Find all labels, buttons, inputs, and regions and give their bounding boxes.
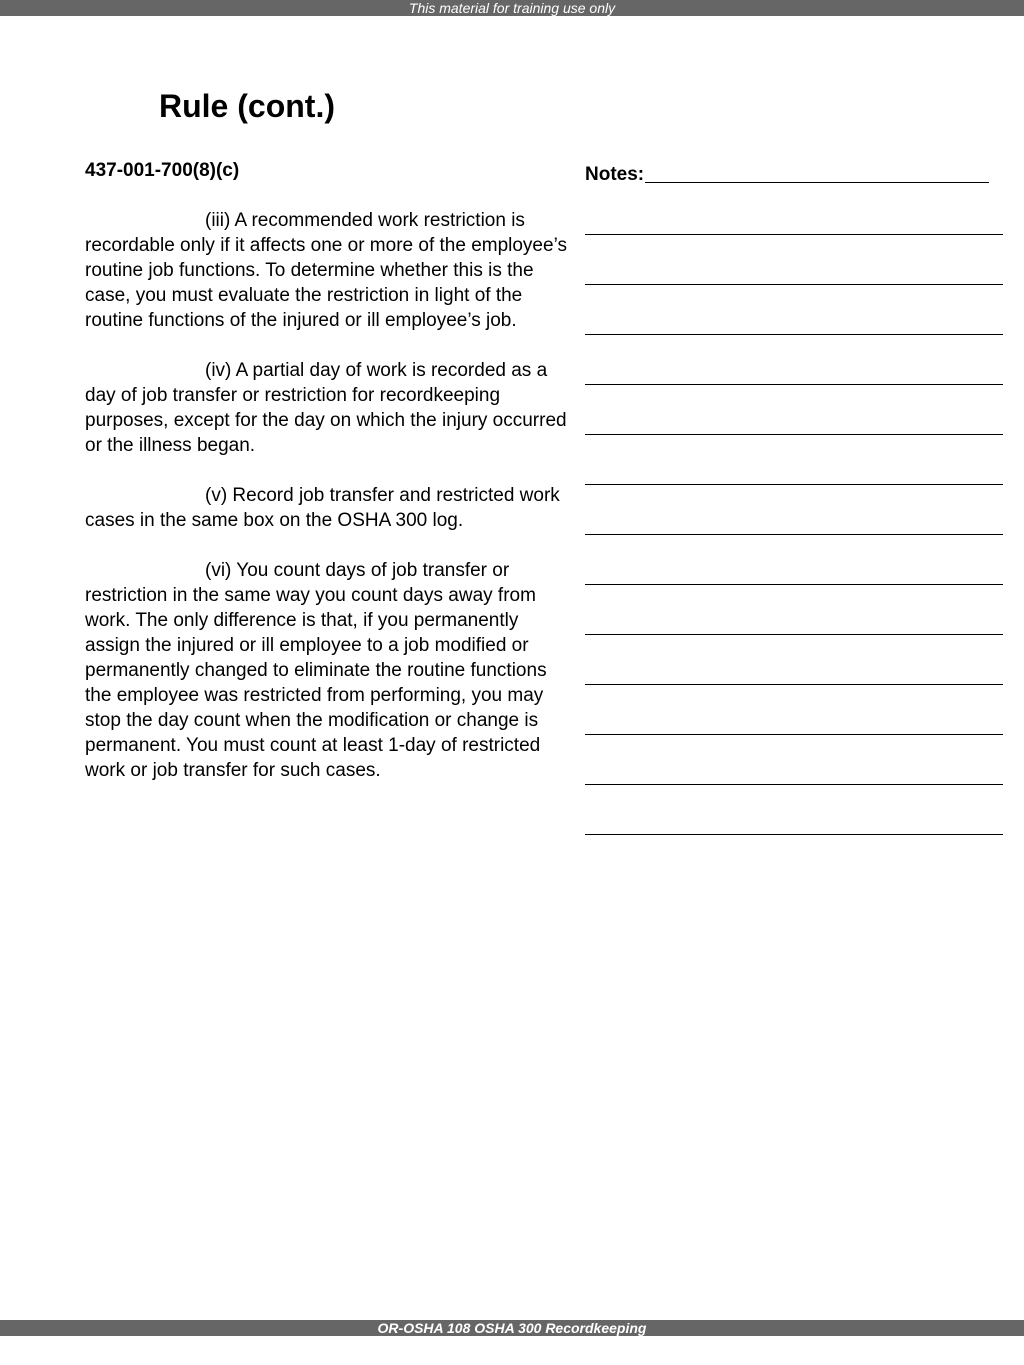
page-title: Rule (cont.) xyxy=(159,88,335,124)
notes-writing-line xyxy=(645,182,989,183)
notes-writing-line xyxy=(585,534,1003,535)
notes-header xyxy=(585,162,989,187)
notes-writing-line xyxy=(585,484,1003,485)
rule-paragraph-vi: (vi) You count days of job transfer or restriction in the same way you count days away from work. The only difference is that, if you permanently assign the injured or ill employee to a job modified or permanently changed to eliminate the routine functions the employee was restricted from performing, you may stop the day count when the modification or change is permanent. You must count at least 1-day of restricted work or job transfer for such cases. xyxy=(85,560,547,781)
rule-paragraph-iv: (iv) A partial day of work is recorded as a day of job transfer or restriction for recordkeeping purposes, except for the day on which the injury occurred or the illness began. xyxy=(85,360,567,456)
rule-citation: 437-001-700(8)(c) xyxy=(85,160,240,181)
notes-writing-line xyxy=(585,834,1003,835)
notes-writing-line xyxy=(585,784,1003,785)
notes-label: Notes: xyxy=(585,164,645,185)
notes-writing-line xyxy=(585,284,1003,285)
rule-paragraph-iii: (iii) A recommended work restriction is recordable only if it affects one or more of the employee’s routine job functions. To determine whether this is the case, you must evaluate the restriction in light of the routine functions of the injured or ill employee’s job. xyxy=(85,210,567,331)
training-use-banner xyxy=(0,0,1024,16)
notes-writing-line xyxy=(585,434,1003,435)
course-footer-banner xyxy=(0,1320,1024,1336)
rule-text-column xyxy=(85,158,567,808)
course-footer-text: OR-OSHA 108 OSHA 300 Recordkeeping xyxy=(377,1320,647,1336)
notes-writing-line xyxy=(585,734,1003,735)
rule-paragraph-v: (v) Record job transfer and restricted work cases in the same box on the OSHA 300 log. xyxy=(85,485,560,531)
notes-writing-line xyxy=(585,584,1003,585)
training-use-banner-text: This material for training use only xyxy=(408,0,616,16)
notes-section xyxy=(585,162,1005,187)
notes-writing-line xyxy=(585,384,1003,385)
notes-writing-line xyxy=(585,334,1003,335)
notes-writing-line xyxy=(585,634,1003,635)
notes-writing-line xyxy=(585,234,1003,235)
notes-writing-line xyxy=(585,684,1003,685)
